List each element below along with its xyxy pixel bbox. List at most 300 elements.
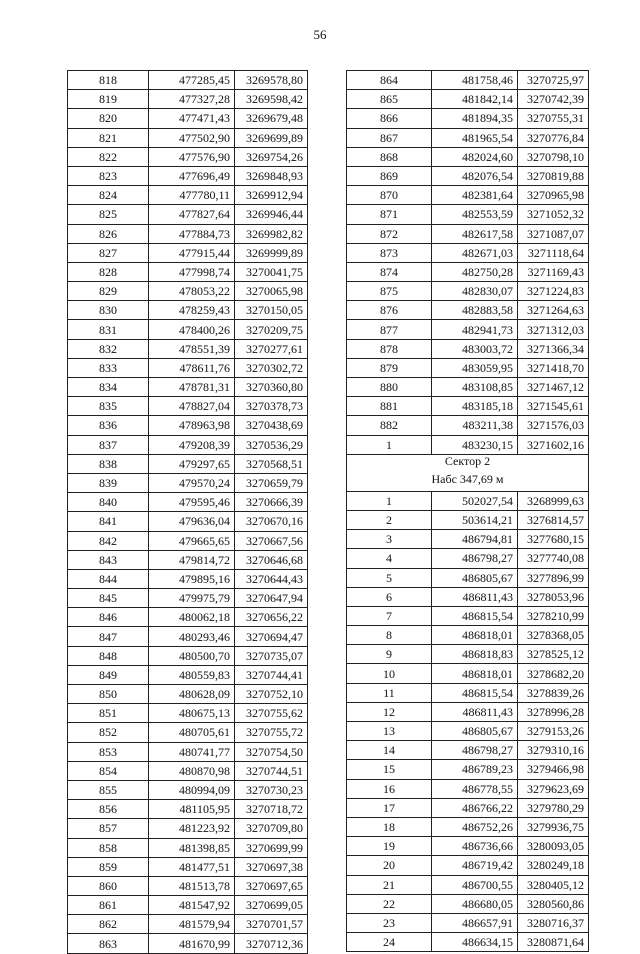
x-coordinate-cell: 480293,46 [149,627,235,646]
table-row [68,800,308,819]
x-coordinate-cell: 486811,43 [432,587,518,606]
point-number-cell: 22 [347,894,432,913]
point-number-cell: 2 [347,510,432,529]
x-coordinate-cell: 477827,64 [149,205,235,224]
point-number-cell: 831 [68,320,149,339]
x-coordinate-cell: 483230,15 [432,435,518,454]
y-coordinate-cell: 3271467,12 [518,378,589,397]
y-coordinate-cell: 3270776,84 [518,128,589,147]
y-coordinate-cell: 3279466,98 [518,760,589,779]
table-row [68,416,308,435]
y-coordinate-cell: 3277896,99 [518,568,589,587]
point-number-cell: 865 [347,90,432,109]
table-row [347,224,589,243]
table-row [347,166,589,185]
table-row [347,702,589,721]
x-coordinate-cell: 486719,42 [432,856,518,875]
table-row [347,626,589,645]
point-number-cell: 18 [347,817,432,836]
point-number-cell: 878 [347,339,432,358]
table-row [68,378,308,397]
table-row [68,550,308,569]
point-number-cell: 856 [68,800,149,819]
point-number-cell: 870 [347,186,432,205]
x-coordinate-cell: 486815,54 [432,683,518,702]
point-number-cell: 4 [347,549,432,568]
table-row [68,608,308,627]
y-coordinate-cell: 3270378,73 [235,397,308,416]
y-coordinate-cell: 3269598,42 [235,90,308,109]
y-coordinate-cell: 3270965,98 [518,186,589,205]
point-number-cell: 1 [347,491,432,510]
table-row [347,510,589,529]
x-coordinate-cell: 482671,03 [432,243,518,262]
x-coordinate-cell: 478259,43 [149,301,235,320]
point-number-cell: 16 [347,779,432,798]
x-coordinate-cell: 482941,73 [432,320,518,339]
table-row [68,435,308,454]
x-coordinate-cell: 479570,24 [149,473,235,492]
point-number-cell: 857 [68,819,149,838]
table-row [347,798,589,817]
y-coordinate-cell: 3270647,94 [235,589,308,608]
point-number-cell: 19 [347,837,432,856]
point-number-cell: 834 [68,378,149,397]
x-coordinate-cell: 486818,01 [432,626,518,645]
point-number-cell: 832 [68,339,149,358]
y-coordinate-cell: 3271052,32 [518,205,589,224]
table-row [68,627,308,646]
point-number-cell: 854 [68,761,149,780]
x-coordinate-cell: 482076,54 [432,166,518,185]
point-number-cell: 14 [347,741,432,760]
x-coordinate-cell: 481842,14 [432,90,518,109]
x-coordinate-cell: 479895,16 [149,569,235,588]
y-coordinate-cell: 3270718,72 [235,800,308,819]
x-coordinate-cell: 480559,83 [149,665,235,684]
y-coordinate-cell: 3276814,57 [518,510,589,529]
point-number-cell: 848 [68,646,149,665]
y-coordinate-cell: 3279936,75 [518,817,589,836]
table-row [68,397,308,416]
y-coordinate-cell: 3269848,93 [235,166,308,185]
y-coordinate-cell: 3271264,63 [518,301,589,320]
x-coordinate-cell: 477327,28 [149,90,235,109]
coordinates-table-right [346,70,589,952]
point-number-cell: 873 [347,243,432,262]
y-coordinate-cell: 3269699,89 [235,128,308,147]
table-row [68,838,308,857]
x-coordinate-cell: 482617,58 [432,224,518,243]
x-coordinate-cell: 479208,39 [149,435,235,454]
table-row [68,876,308,895]
y-coordinate-cell: 3269754,26 [235,147,308,166]
table-row [347,875,589,894]
x-coordinate-cell: 483211,38 [432,416,518,435]
x-coordinate-cell: 486634,15 [432,933,518,952]
table-row [347,817,589,836]
point-number-cell: 874 [347,262,432,281]
point-number-cell: 881 [347,397,432,416]
table-row [347,645,589,664]
point-number-cell: 849 [68,665,149,684]
y-coordinate-cell: 3270754,50 [235,742,308,761]
y-coordinate-cell: 3269578,80 [235,71,308,90]
y-coordinate-cell: 3270709,80 [235,819,308,838]
table-row [68,493,308,512]
y-coordinate-cell: 3271312,03 [518,320,589,339]
x-coordinate-cell: 481758,46 [432,71,518,90]
x-coordinate-cell: 480705,61 [149,723,235,742]
point-number-cell: 841 [68,512,149,531]
x-coordinate-cell: 477884,73 [149,224,235,243]
x-coordinate-cell: 486789,23 [432,760,518,779]
y-coordinate-cell: 3278368,05 [518,626,589,645]
y-coordinate-cell: 3270150,05 [235,301,308,320]
y-coordinate-cell: 3270725,97 [518,71,589,90]
x-coordinate-cell: 486818,83 [432,645,518,664]
y-coordinate-cell: 3270701,57 [235,915,308,934]
x-coordinate-cell: 486794,81 [432,530,518,549]
y-coordinate-cell: 3269999,89 [235,243,308,262]
point-number-cell: 839 [68,473,149,492]
x-coordinate-cell: 486778,55 [432,779,518,798]
table-row [347,606,589,625]
table-row [68,454,308,473]
table-row [68,723,308,742]
point-number-cell: 836 [68,416,149,435]
y-coordinate-cell: 3270755,62 [235,704,308,723]
table-row [347,90,589,109]
table-row [68,166,308,185]
x-coordinate-cell: 477502,90 [149,128,235,147]
x-coordinate-cell: 477915,44 [149,243,235,262]
point-number-cell: 833 [68,358,149,377]
y-coordinate-cell: 3278053,96 [518,587,589,606]
table-row [68,90,308,109]
table-row [68,262,308,281]
point-number-cell: 829 [68,282,149,301]
point-number-cell: 1 [347,435,432,454]
x-coordinate-cell: 481670,99 [149,934,235,953]
y-coordinate-cell: 3270209,75 [235,320,308,339]
y-coordinate-cell: 3271418,70 [518,358,589,377]
table-row [68,473,308,492]
table-row [68,896,308,915]
y-coordinate-cell: 3269982,82 [235,224,308,243]
x-coordinate-cell: 479814,72 [149,550,235,569]
point-number-cell: 842 [68,531,149,550]
table-row [347,205,589,224]
x-coordinate-cell: 479975,79 [149,589,235,608]
y-coordinate-cell: 3270755,72 [235,723,308,742]
y-coordinate-cell: 3270699,99 [235,838,308,857]
x-coordinate-cell: 486815,54 [432,606,518,625]
table-row [68,128,308,147]
table-row [347,109,589,128]
x-coordinate-cell: 482883,58 [432,301,518,320]
point-number-cell: 860 [68,876,149,895]
table-row [347,397,589,416]
point-number-cell: 871 [347,205,432,224]
x-coordinate-cell: 479297,65 [149,454,235,473]
y-coordinate-cell: 3270798,10 [518,147,589,166]
table-row [68,704,308,723]
x-coordinate-cell: 486736,66 [432,837,518,856]
point-number-cell: 9 [347,645,432,664]
y-coordinate-cell: 3271169,43 [518,262,589,281]
y-coordinate-cell: 3278525,12 [518,645,589,664]
y-coordinate-cell: 3270699,05 [235,896,308,915]
x-coordinate-cell: 486680,05 [432,894,518,913]
x-coordinate-cell: 486805,67 [432,568,518,587]
x-coordinate-cell: 480628,09 [149,685,235,704]
table-row [347,664,589,683]
point-number-cell: 882 [347,416,432,435]
y-coordinate-cell: 3271576,03 [518,416,589,435]
x-coordinate-cell: 477471,43 [149,109,235,128]
table-row [68,71,308,90]
point-number-cell: 819 [68,90,149,109]
point-number-cell: 855 [68,780,149,799]
x-coordinate-cell: 479665,65 [149,531,235,550]
x-coordinate-cell: 481965,54 [432,128,518,147]
y-coordinate-cell: 3280093,05 [518,837,589,856]
point-number-cell: 17 [347,798,432,817]
x-coordinate-cell: 481894,35 [432,109,518,128]
x-coordinate-cell: 478827,04 [149,397,235,416]
x-coordinate-cell: 479595,46 [149,493,235,512]
y-coordinate-cell: 3280405,12 [518,875,589,894]
table-row [347,722,589,741]
point-number-cell: 830 [68,301,149,320]
x-coordinate-cell: 486818,01 [432,664,518,683]
table-row [347,856,589,875]
y-coordinate-cell: 3277680,15 [518,530,589,549]
point-number-cell: 867 [347,128,432,147]
x-coordinate-cell: 477780,11 [149,186,235,205]
x-coordinate-cell: 480675,13 [149,704,235,723]
x-coordinate-cell: 478963,98 [149,416,235,435]
table-row [68,301,308,320]
x-coordinate-cell: 482553,59 [432,205,518,224]
point-number-cell: 852 [68,723,149,742]
y-coordinate-cell: 3270730,23 [235,780,308,799]
table-row [68,934,308,953]
y-coordinate-cell: 3271366,34 [518,339,589,358]
point-number-cell: 21 [347,875,432,894]
x-coordinate-cell: 479636,04 [149,512,235,531]
point-number-cell: 821 [68,128,149,147]
point-number-cell: 868 [347,147,432,166]
y-coordinate-cell: 3270735,07 [235,646,308,665]
table-row [347,243,589,262]
table-row [68,186,308,205]
x-coordinate-cell: 483108,85 [432,378,518,397]
y-coordinate-cell: 3270065,98 [235,282,308,301]
point-number-cell: 13 [347,722,432,741]
table-row [347,741,589,760]
table-row [68,742,308,761]
point-number-cell: 838 [68,454,149,473]
table-row [68,915,308,934]
point-number-cell: 6 [347,587,432,606]
point-number-cell: 23 [347,913,432,932]
table-row [347,549,589,568]
point-number-cell: 875 [347,282,432,301]
x-coordinate-cell: 477285,45 [149,71,235,90]
y-coordinate-cell: 3278996,28 [518,702,589,721]
table-row [347,358,589,377]
x-coordinate-cell: 486811,43 [432,702,518,721]
table-row [347,282,589,301]
table-row [347,837,589,856]
x-coordinate-cell: 503614,21 [432,510,518,529]
x-coordinate-cell: 486700,55 [432,875,518,894]
point-number-cell: 844 [68,569,149,588]
point-number-cell: 11 [347,683,432,702]
y-coordinate-cell: 3270670,16 [235,512,308,531]
table-row [68,243,308,262]
point-number-cell: 853 [68,742,149,761]
point-number-cell: 876 [347,301,432,320]
y-coordinate-cell: 3270752,10 [235,685,308,704]
table-row [68,339,308,358]
table-row [68,147,308,166]
table-row [68,205,308,224]
table-row [347,71,589,90]
point-number-cell: 843 [68,550,149,569]
point-number-cell: 820 [68,109,149,128]
x-coordinate-cell: 481477,51 [149,857,235,876]
point-number-cell: 827 [68,243,149,262]
x-coordinate-cell: 477576,90 [149,147,235,166]
x-coordinate-cell: 481513,78 [149,876,235,895]
x-coordinate-cell: 477998,74 [149,262,235,281]
y-coordinate-cell: 3270536,29 [235,435,308,454]
point-number-cell: 869 [347,166,432,185]
x-coordinate-cell: 486766,22 [432,798,518,817]
x-coordinate-cell: 480500,70 [149,646,235,665]
y-coordinate-cell: 3271602,16 [518,435,589,454]
x-coordinate-cell: 478551,39 [149,339,235,358]
y-coordinate-cell: 3277740,08 [518,549,589,568]
y-coordinate-cell: 3270819,88 [518,166,589,185]
y-coordinate-cell: 3270568,51 [235,454,308,473]
table-row [68,109,308,128]
x-coordinate-cell: 486657,91 [432,913,518,932]
table-row [68,646,308,665]
x-coordinate-cell: 480870,98 [149,761,235,780]
x-coordinate-cell: 482381,64 [432,186,518,205]
table-row [68,665,308,684]
x-coordinate-cell: 482830,07 [432,282,518,301]
table-row [347,491,589,510]
point-number-cell: 877 [347,320,432,339]
coordinates-table-left [67,70,308,954]
table-row [347,933,589,952]
y-coordinate-cell: 3270744,41 [235,665,308,684]
point-number-cell: 24 [347,933,432,952]
x-coordinate-cell: 486798,27 [432,741,518,760]
table-row [68,512,308,531]
table-row [68,685,308,704]
point-number-cell: 879 [347,358,432,377]
x-coordinate-cell: 502027,54 [432,491,518,510]
point-number-cell: 847 [68,627,149,646]
x-coordinate-cell: 478400,26 [149,320,235,339]
y-coordinate-cell: 3270659,79 [235,473,308,492]
table-row [68,569,308,588]
y-coordinate-cell: 3279310,16 [518,741,589,760]
table-row [68,531,308,550]
x-coordinate-cell: 486798,27 [432,549,518,568]
table-row [347,779,589,798]
table-row [347,416,589,435]
table-row [347,587,589,606]
y-coordinate-cell: 3270646,68 [235,550,308,569]
y-coordinate-cell: 3270438,69 [235,416,308,435]
x-coordinate-cell: 480741,77 [149,742,235,761]
point-number-cell: 858 [68,838,149,857]
point-number-cell: 863 [68,934,149,953]
table-row [68,819,308,838]
point-number-cell: 840 [68,493,149,512]
x-coordinate-cell: 481223,92 [149,819,235,838]
point-number-cell: 825 [68,205,149,224]
table-row [347,301,589,320]
y-coordinate-cell: 3270755,31 [518,109,589,128]
x-coordinate-cell: 478611,76 [149,358,235,377]
table-row [68,780,308,799]
x-coordinate-cell: 480062,18 [149,608,235,627]
table-row [347,128,589,147]
page-number: 56 [313,27,327,42]
table-row [68,589,308,608]
x-coordinate-cell: 482750,28 [432,262,518,281]
x-coordinate-cell: 481105,95 [149,800,235,819]
y-coordinate-cell: 3268999,63 [518,491,589,510]
y-coordinate-cell: 3270666,39 [235,493,308,512]
table-row [347,530,589,549]
y-coordinate-cell: 3269679,48 [235,109,308,128]
x-coordinate-cell: 481579,94 [149,915,235,934]
x-coordinate-cell: 478053,22 [149,282,235,301]
table-row [68,282,308,301]
y-coordinate-cell: 3271545,61 [518,397,589,416]
x-coordinate-cell: 486752,26 [432,817,518,836]
y-coordinate-cell: 3271087,07 [518,224,589,243]
table-row [347,262,589,281]
table-row [347,913,589,932]
table-row [347,147,589,166]
point-number-cell: 862 [68,915,149,934]
y-coordinate-cell: 3278210,99 [518,606,589,625]
point-number-cell: 866 [347,109,432,128]
table-row [347,339,589,358]
y-coordinate-cell: 3270302,72 [235,358,308,377]
point-number-cell: 845 [68,589,149,608]
point-number-cell: 818 [68,71,149,90]
table-row [68,320,308,339]
y-coordinate-cell: 3270360,80 [235,378,308,397]
point-number-cell: 872 [347,224,432,243]
table-row [347,435,589,454]
point-number-cell: 5 [347,568,432,587]
point-number-cell: 15 [347,760,432,779]
y-coordinate-cell: 3271118,64 [518,243,589,262]
y-coordinate-cell: 3271224,83 [518,282,589,301]
